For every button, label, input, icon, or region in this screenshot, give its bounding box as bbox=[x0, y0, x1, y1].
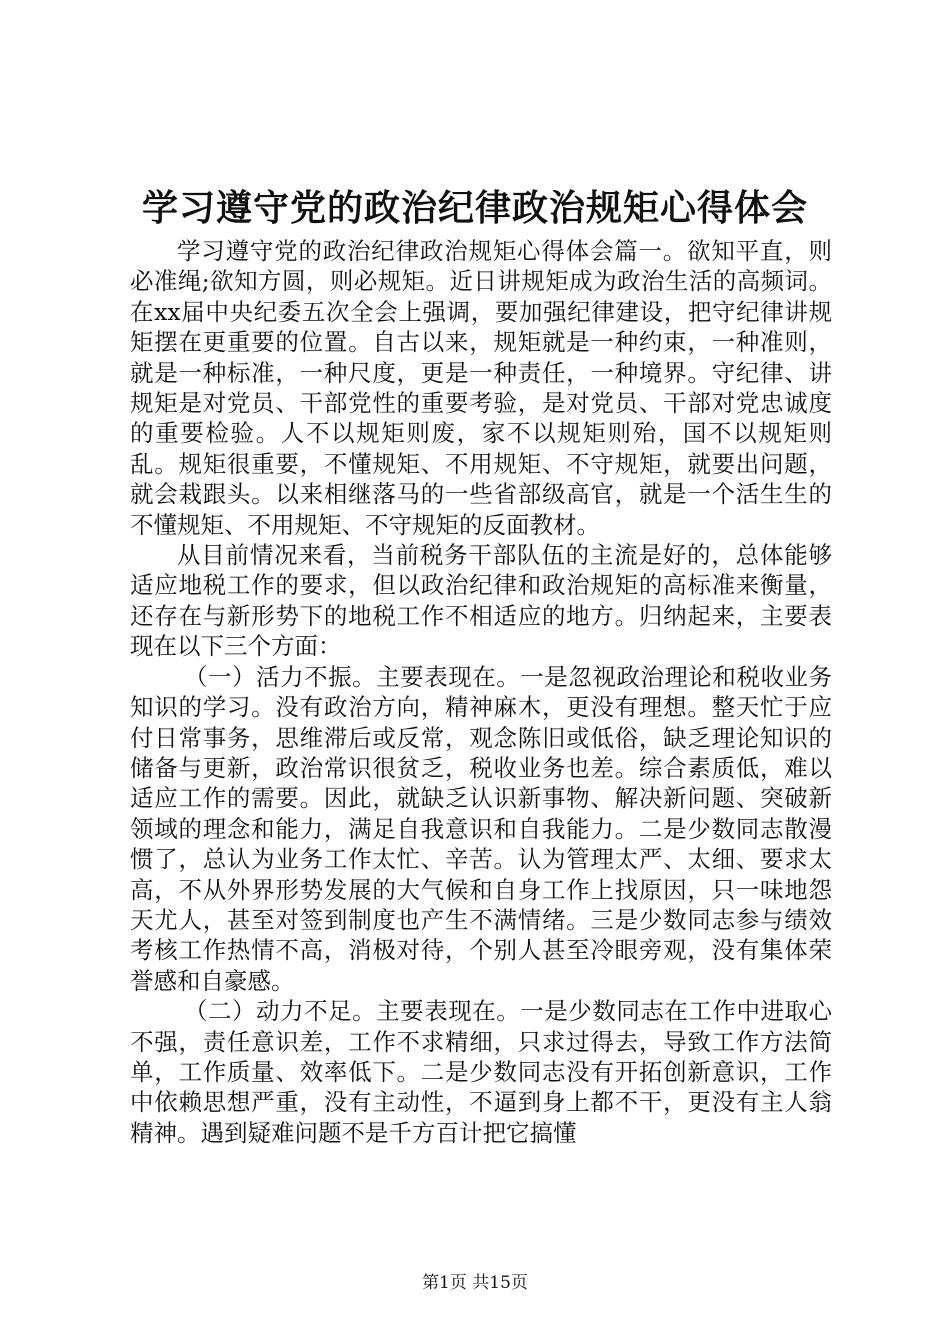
document-body bbox=[130, 236, 832, 1148]
page-number-footer: 第1页 共15页 bbox=[422, 1273, 528, 1293]
paragraph-section-two: （二）动力不足。主要表现在。一是少数同志在工作中进取心不强，责任意识差，工作不求精细，只求过得去，导致工作方法简单，工作质量、效率低下。二是少数同志没有开拓创新意识，工作中依赖思想严重，没有主动性，不逼到身上都不干，更没有主人翁精神。遇到疑难问题不是千方百计把它搞懂 bbox=[130, 997, 832, 1147]
paragraph-current-situation: 从目前情况来看，当前税务干部队伍的主流是好的，总体能够适应地税工作的要求，但以政治纪律和政治规矩的高标准来衡量，还存在与新形势下的地税工作不相适应的地方。归纳起来，主要表现在以下三个方面： bbox=[130, 541, 832, 661]
paragraph-section-one: （一）活力不振。主要表现在。一是忽视政治理论和税收业务知识的学习。没有政治方向，精神麻木，更没有理想。整天忙于应付日常事务，思维滞后或反常，观念陈旧或低俗，缺乏理论知识的储备与更新，政治常识很贫乏，税收业务也差。综合素质低，难以适应工作的需要。因此，就缺乏认识新事物、解决新问题、突破新领域的理念和能力，满足自我意识和自我能力。二是少数同志散漫惯了，总认为业务工作太忙、辛苦。认为管理太严、太细、要求太高，不从外界形势发展的大气候和自身工作上找原因，只一味地怨天尤人，甚至对签到制度也产生不满情绪。三是少数同志参与绩效考核工作热情不高，消极对待，个别人甚至冷眼旁观，没有集体荣誉感和自豪感。 bbox=[130, 662, 832, 995]
document-title: 学习遵守党的政治纪律政治规矩心得体会 bbox=[141, 187, 808, 229]
paragraph-intro: 学习遵守党的政治纪律政治规矩心得体会篇一。欲知平直，则必准绳;欲知方圆，则必规矩。近日讲规矩成为政治生活的高频词。在xx届中央纪委五次全会上强调，要加强纪律建设，把守纪律讲规矩摆在更重要的位置。自古以来，规矩就是一种约束，一种准则，就是一种标准，一种尺度，更是一种责任，一种境界。守纪律、讲规矩是对党员、干部党性的重要考验，是对党员、干部对党忠诚度的重要检验。人不以规矩则废，家不以规矩则殆，国不以规矩则乱。规矩很重要，不懂规矩、不用规矩、不守规矩，就要出问题，就会栽跟头。以来相继落马的一些省部级高官，就是一个活生生的不懂规矩、不用规矩、不守规矩的反面教材。 bbox=[130, 237, 832, 539]
